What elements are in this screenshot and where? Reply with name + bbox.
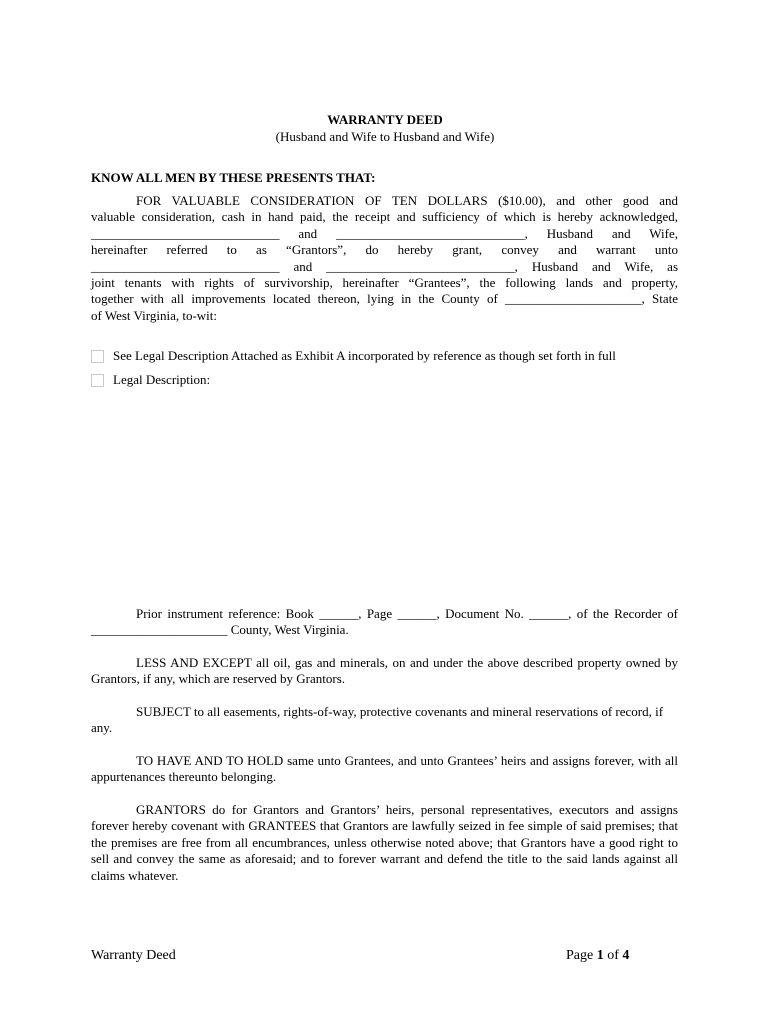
prior-instrument-paragraph: Prior instrument reference: Book ______, Page ______, Document No. ______, of the Recorder of _____________________ County, West Virginia. [91,606,678,638]
subject-to-paragraph: SUBJECT to all easements, rights-of-way, protective covenants and mineral reservations of record, if any. [91,704,664,736]
exhibit-a-checkbox[interactable] [91,350,104,363]
paragraph-line: of West Virginia, to-wit: [91,307,218,323]
paragraph-line: FOR VALUABLE CONSIDERATION OF TEN DOLLARS ($10.00), and other good and [136,193,678,208]
paragraph-line: valuable consideration, cash in hand paid, the receipt and sufficiency of which is hereby acknowledged, [91,209,678,225]
paragraph-line: joint tenants with rights of survivorship, hereinafter “Grantees”, the following lands and property, [91,275,678,291]
footer-page-number [566,948,629,964]
page-total: 4 [622,948,630,963]
document-title: WARRANTY DEED [327,112,443,127]
page-prefix: Page [566,948,597,963]
page-of: of [603,948,623,963]
paragraph-line: _____________________________ and _____________________________, Husband and Wife, [91,225,678,241]
footer-document-name: Warranty Deed [91,948,176,963]
less-and-except-paragraph: LESS AND EXCEPT all oil, gas and minerals, on and under the above described property owned by Grantors, if any, which are reserved by Grantors. [91,655,678,687]
page-current: 1 [596,948,604,963]
option-legal-description[interactable] [91,372,210,388]
legal-description-label: Legal Description: [113,372,211,387]
option-exhibit-a[interactable] [91,348,616,364]
paragraph-line: hereinafter referred to as “Grantors”, do hereby grant, convey and warrant unto [91,242,678,258]
document-subtitle: (Husband and Wife to Husband and Wife) [275,129,495,144]
covenant-paragraph: GRANTORS do for Grantors and Grantors’ heirs, personal representatives, executors and assigns forever hereby covenant with GRANTEES that Grantors are lawfully seized in fee simple of said premises; that the premises are free from all encumbrances, unless otherwise noted above; that Grantors have a good right to sell and convey the same as aforesaid; and to forever warrant and defend the title to the said lands against all claims whatever. [91,802,678,883]
paragraph-line: together with all improvements located thereon, lying in the County of _____________________, State [91,291,678,307]
exhibit-a-label: See Legal Description Attached as Exhibit A incorporated by reference as though set forth in full [113,348,616,363]
habendum-paragraph: TO HAVE AND TO HOLD same unto Grantees, and unto Grantees’ heirs and assigns forever, with all appurtenances thereunto belonging. [91,753,678,785]
legal-description-checkbox[interactable] [91,374,104,387]
paragraph-line: _____________________________ and _____________________________, Husband and Wife, as [91,258,678,274]
consideration-paragraph [91,193,678,324]
intro-heading: KNOW ALL MEN BY THESE PRESENTS THAT: [91,170,376,185]
